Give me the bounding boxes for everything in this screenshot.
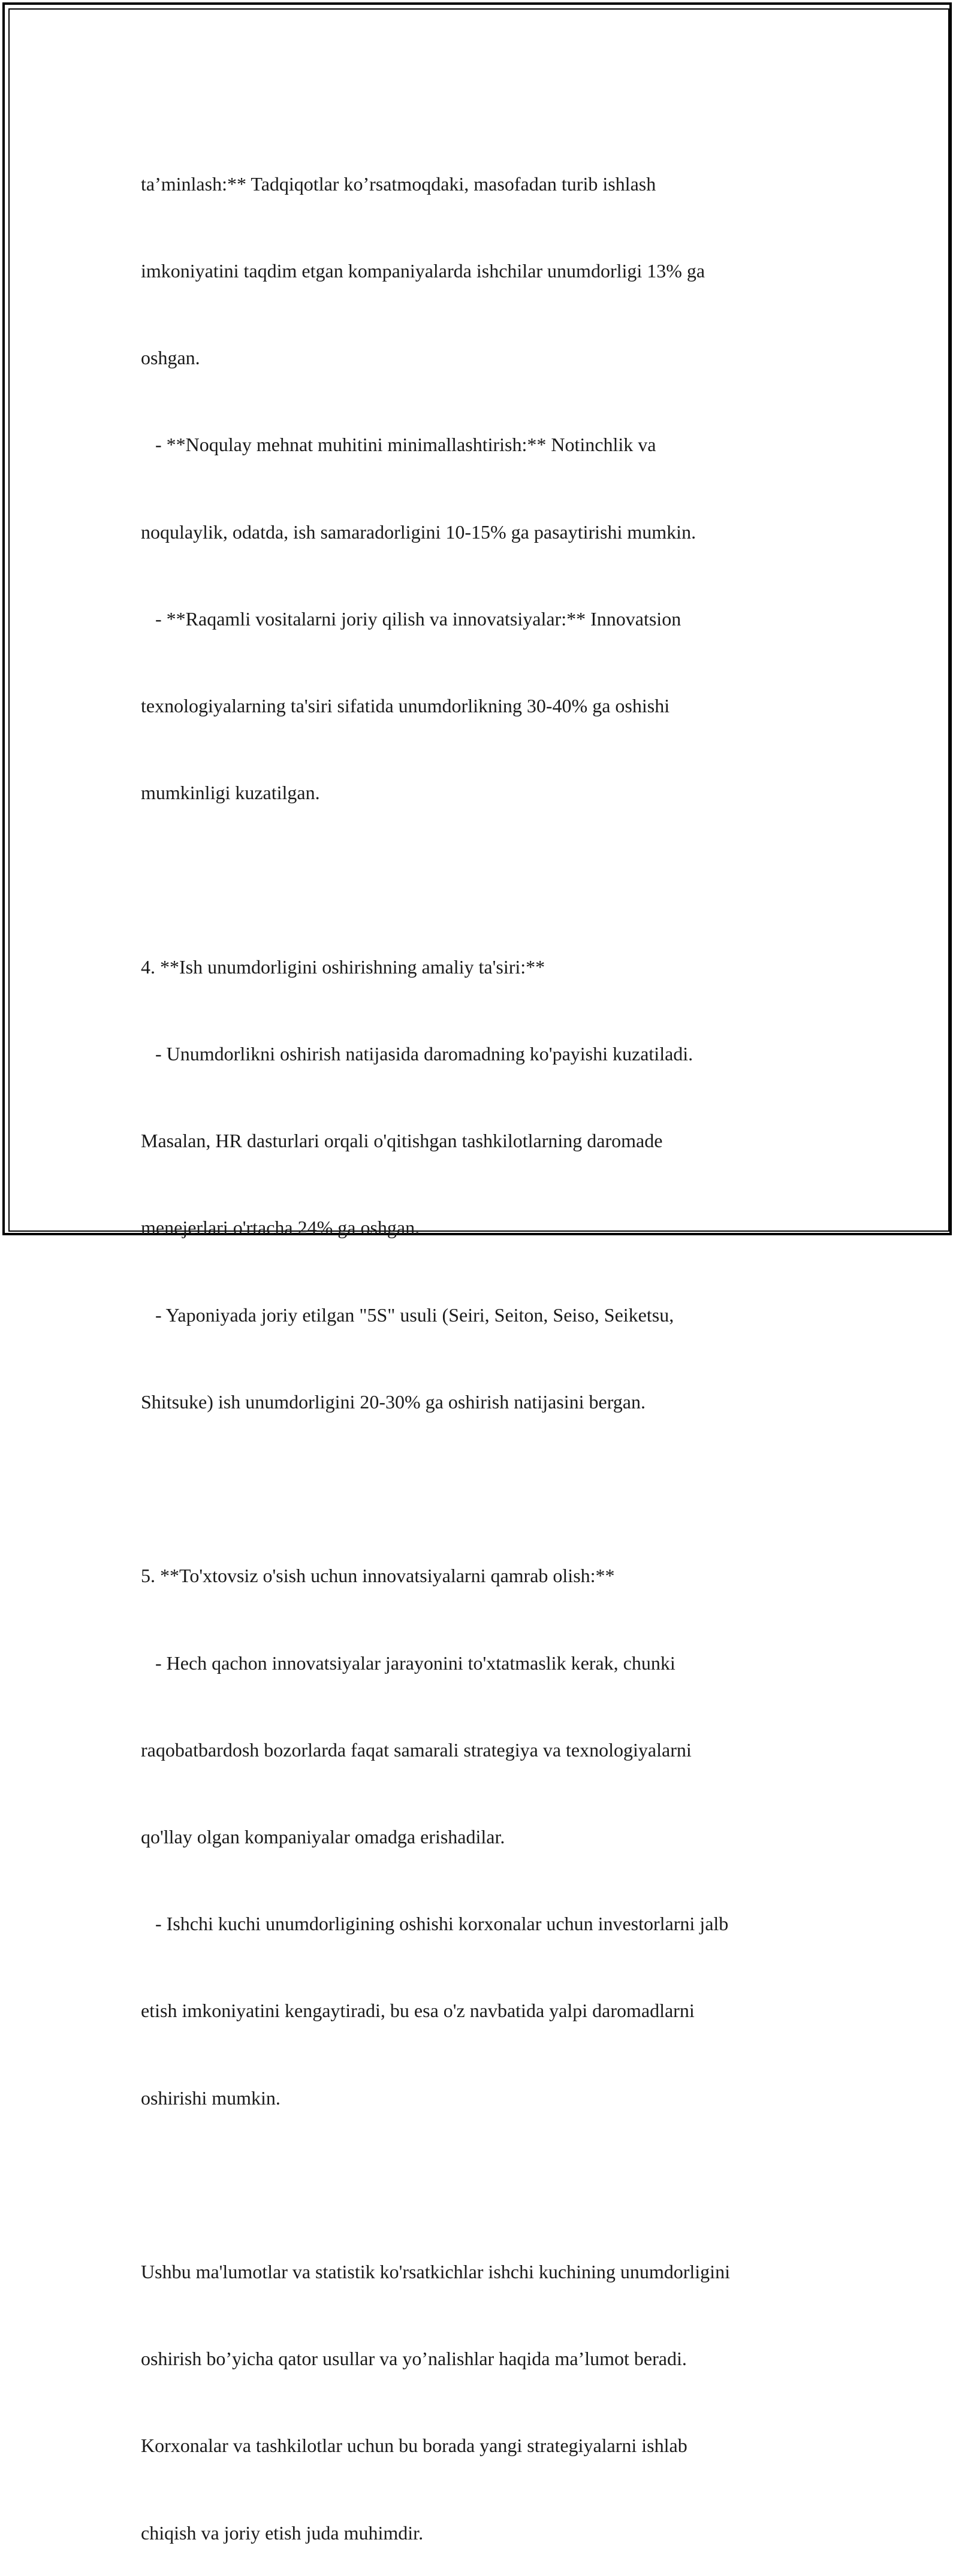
blank-line — [141, 866, 830, 894]
text-line: raqobatbardosh bozorlarda faqat samarali strategiya va texnologiyalarni — [141, 1739, 692, 1761]
text-line: ta’minlash:** Tadqiqotlar ko’rsatmoqdaki, masofadan turib ishlash — [141, 173, 656, 195]
blank-line — [141, 1474, 830, 1503]
text-line: texnologiyalarning ta'siri sifatida unumdorlikning 30-40% ga oshishi — [141, 695, 670, 717]
section-heading-5: 5. **To'xtovsiz o'sish uchun innovatsiyalarni qamrab olish:** — [141, 1565, 615, 1587]
text-line: oshirishi mumkin. — [141, 2087, 281, 2109]
conclusion-line: Korxonalar va tashkilotlar uchun bu borada yangi strategiyalarni ishlab — [141, 2435, 687, 2457]
conclusion-line: Ushbu ma'lumotlar va statistik ko'rsatkichlar ishchi kuchining unumdorligini — [141, 2261, 730, 2283]
text-line: qo'llay olgan kompaniyalar omadga erishadilar. — [141, 1825, 505, 1848]
conclusion-line: oshirish bo’yicha qator usullar va yo’nalishlar haqida ma’lumot beradi. — [141, 2348, 687, 2370]
text-line: imkoniyatini taqdim etgan kompaniyalarda ishchilar unumdorligi 13% ga — [141, 260, 705, 282]
text-line: - Yaponiyada joriy etilgan "5S" usuli (Seiri, Seiton, Seiso, Seiketsu, — [141, 1304, 674, 1326]
text-line: - Ishchi kuchi unumdorligining oshishi korxonalar uchun investorlarni jalb — [141, 1913, 729, 1935]
text-line: menejerlari o'rtacha 24% ga oshgan. — [141, 1217, 420, 1239]
text-line: noqulaylik, odatda, ish samaradorligini 10-15% ga pasaytirishi mumkin. — [141, 521, 696, 543]
text-line: mumkinligi kuzatilgan. — [141, 782, 320, 804]
text-line: Shitsuke) ish unumdorligini 20-30% ga oshirish natijasini bergan. — [141, 1390, 646, 1413]
text-line: - Unumdorlikni oshirish natijasida daromadning ko'payishi kuzatiladi. — [141, 1042, 693, 1065]
text-line: Masalan, HR dasturlari orqali o'qitishgan tashkilotlarning daromade — [141, 1130, 663, 1152]
text-line: oshgan. — [141, 347, 200, 369]
text-line: - Hech qachon innovatsiyalar jarayonini to'xtatmaslik kerak, chunki — [141, 1652, 675, 1674]
text-line: - **Raqamli vositalarni joriy qilish va innovatsiyalar:** Innovatsion — [141, 607, 681, 630]
document-body — [141, 111, 830, 2576]
text-line: - **Noqulay mehnat muhitini minimallashtirish:** Notinchlik va — [141, 434, 656, 456]
conclusion-line: chiqish va joriy etish juda muhimdir. — [141, 2521, 424, 2544]
blank-line — [141, 2170, 830, 2199]
text-line: etish imkoniyatini kengaytiradi, bu esa o'z navbatida yalpi daromadlarni — [141, 2000, 695, 2022]
section-heading-4: 4. **Ish unumdorligini oshirishning amaliy ta'siri:** — [141, 956, 545, 978]
